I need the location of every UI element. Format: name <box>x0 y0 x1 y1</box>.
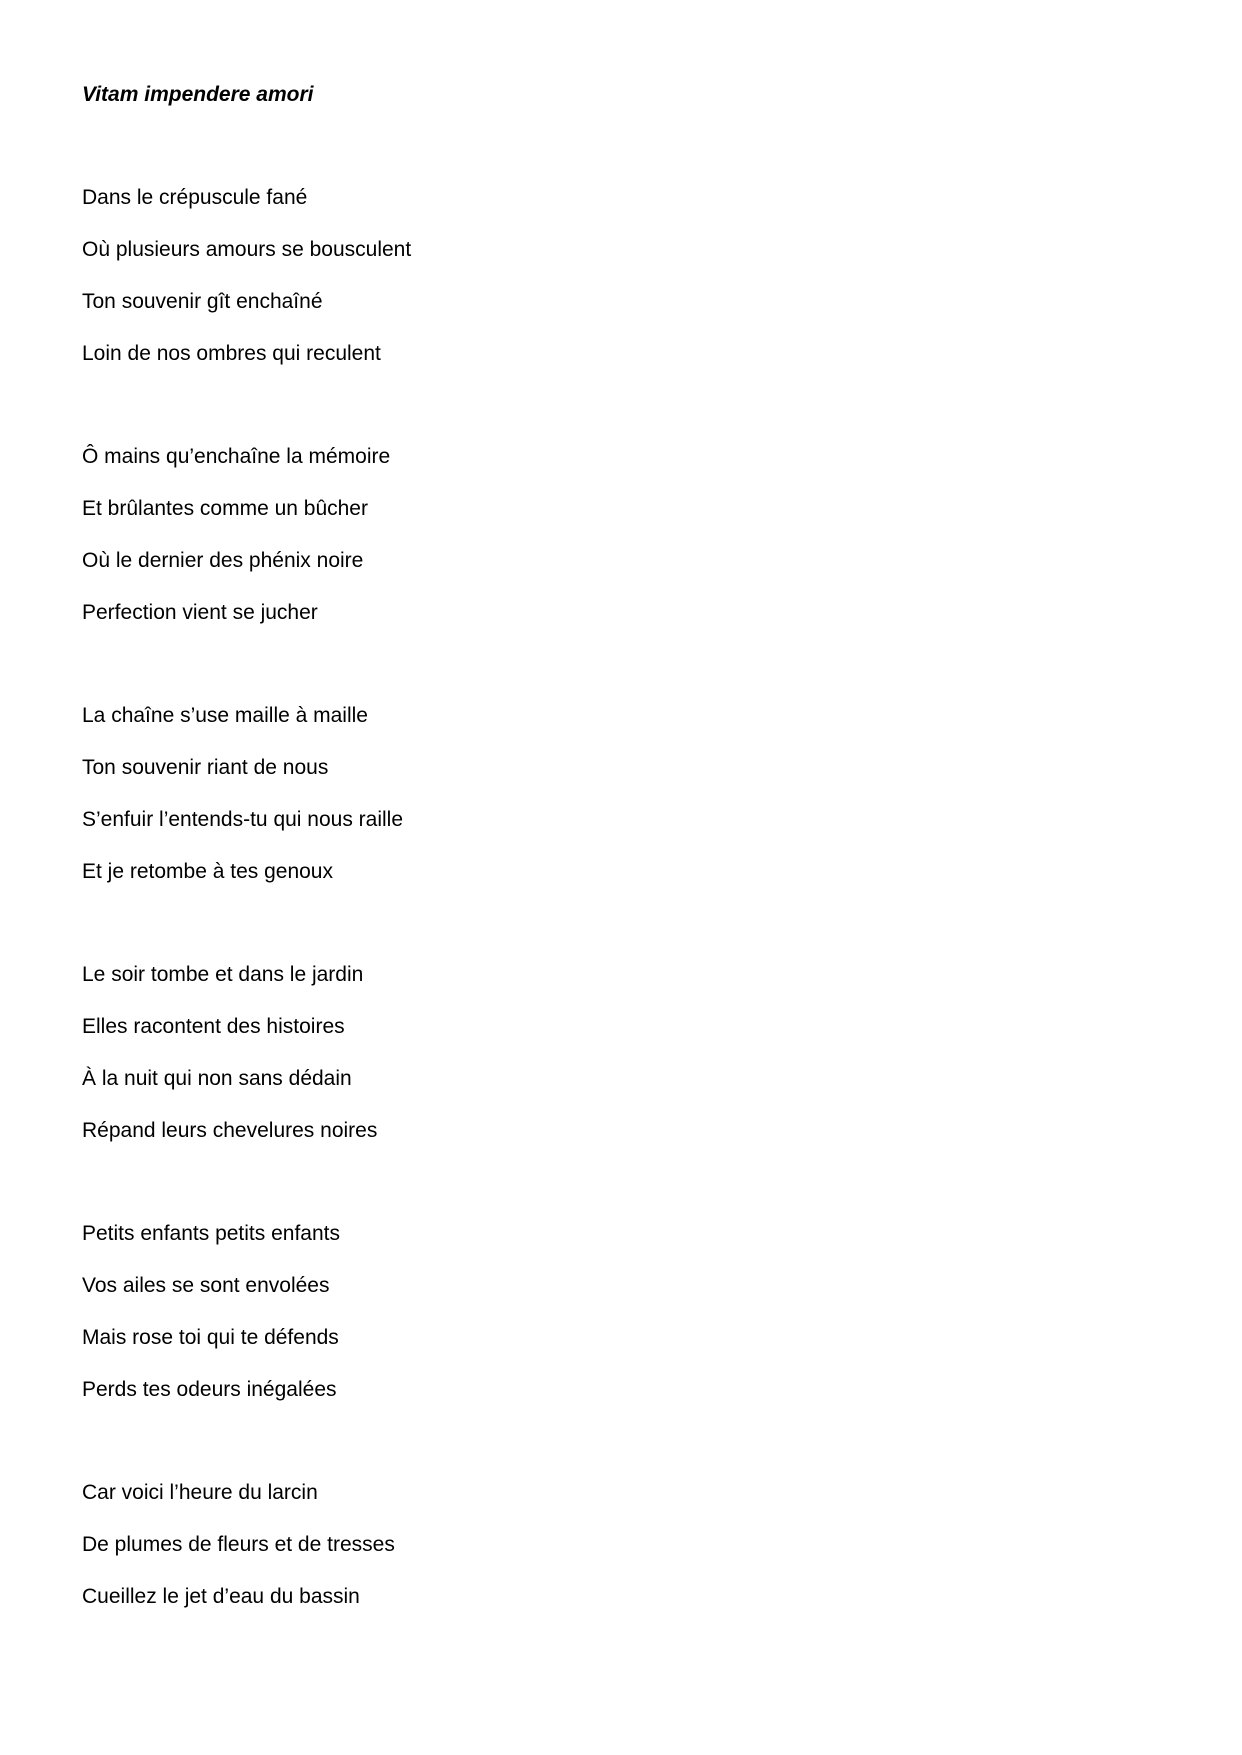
verse-line: Mais rose toi qui te défends <box>82 1326 339 1349</box>
verse-line: Ton souvenir gît enchaîné <box>82 290 323 313</box>
verse-line: Et brûlantes comme un bûcher <box>82 497 368 520</box>
verse-line: Loin de nos ombres qui reculent <box>82 342 381 365</box>
verse-line: Perds tes odeurs inégalées <box>82 1378 337 1401</box>
verse-line: Ton souvenir riant de nous <box>82 756 329 779</box>
verse-line: À la nuit qui non sans dédain <box>82 1067 352 1090</box>
verse-line: Petits enfants petits enfants <box>82 1222 340 1245</box>
verse-line: La chaîne s’use maille à maille <box>82 704 368 727</box>
verse-line: Ô mains qu’enchaîne la mémoire <box>82 445 391 468</box>
verse-line: Répand leurs chevelures noires <box>82 1119 378 1142</box>
stanza-1 <box>82 185 782 393</box>
verse-line: Car voici l’heure du larcin <box>82 1481 318 1504</box>
verse-line: Où le dernier des phénix noire <box>82 549 364 572</box>
verse-line: Où plusieurs amours se bousculent <box>82 238 412 261</box>
verse-line: Cueillez le jet d’eau du bassin <box>82 1585 360 1608</box>
stanza-4 <box>82 962 782 1170</box>
verse-line: Le soir tombe et dans le jardin <box>82 963 364 986</box>
verse-line: Vos ailes se sont envolées <box>82 1274 330 1297</box>
verse-line: Elles racontent des histoires <box>82 1015 345 1038</box>
poem-title: Vitam impendere amori <box>82 83 314 106</box>
stanza-6 <box>82 1480 782 1636</box>
verse-line: De plumes de fleurs et de tresses <box>82 1533 395 1556</box>
stanza-2 <box>82 444 782 652</box>
stanza-5 <box>82 1221 782 1429</box>
stanza-3 <box>82 703 782 911</box>
verse-line: Et je retombe à tes genoux <box>82 860 333 883</box>
verse-line: Dans le crépuscule fané <box>82 186 308 209</box>
verse-line: Perfection vient se jucher <box>82 601 318 624</box>
verse-line: S’enfuir l’entends-tu qui nous raille <box>82 808 404 831</box>
